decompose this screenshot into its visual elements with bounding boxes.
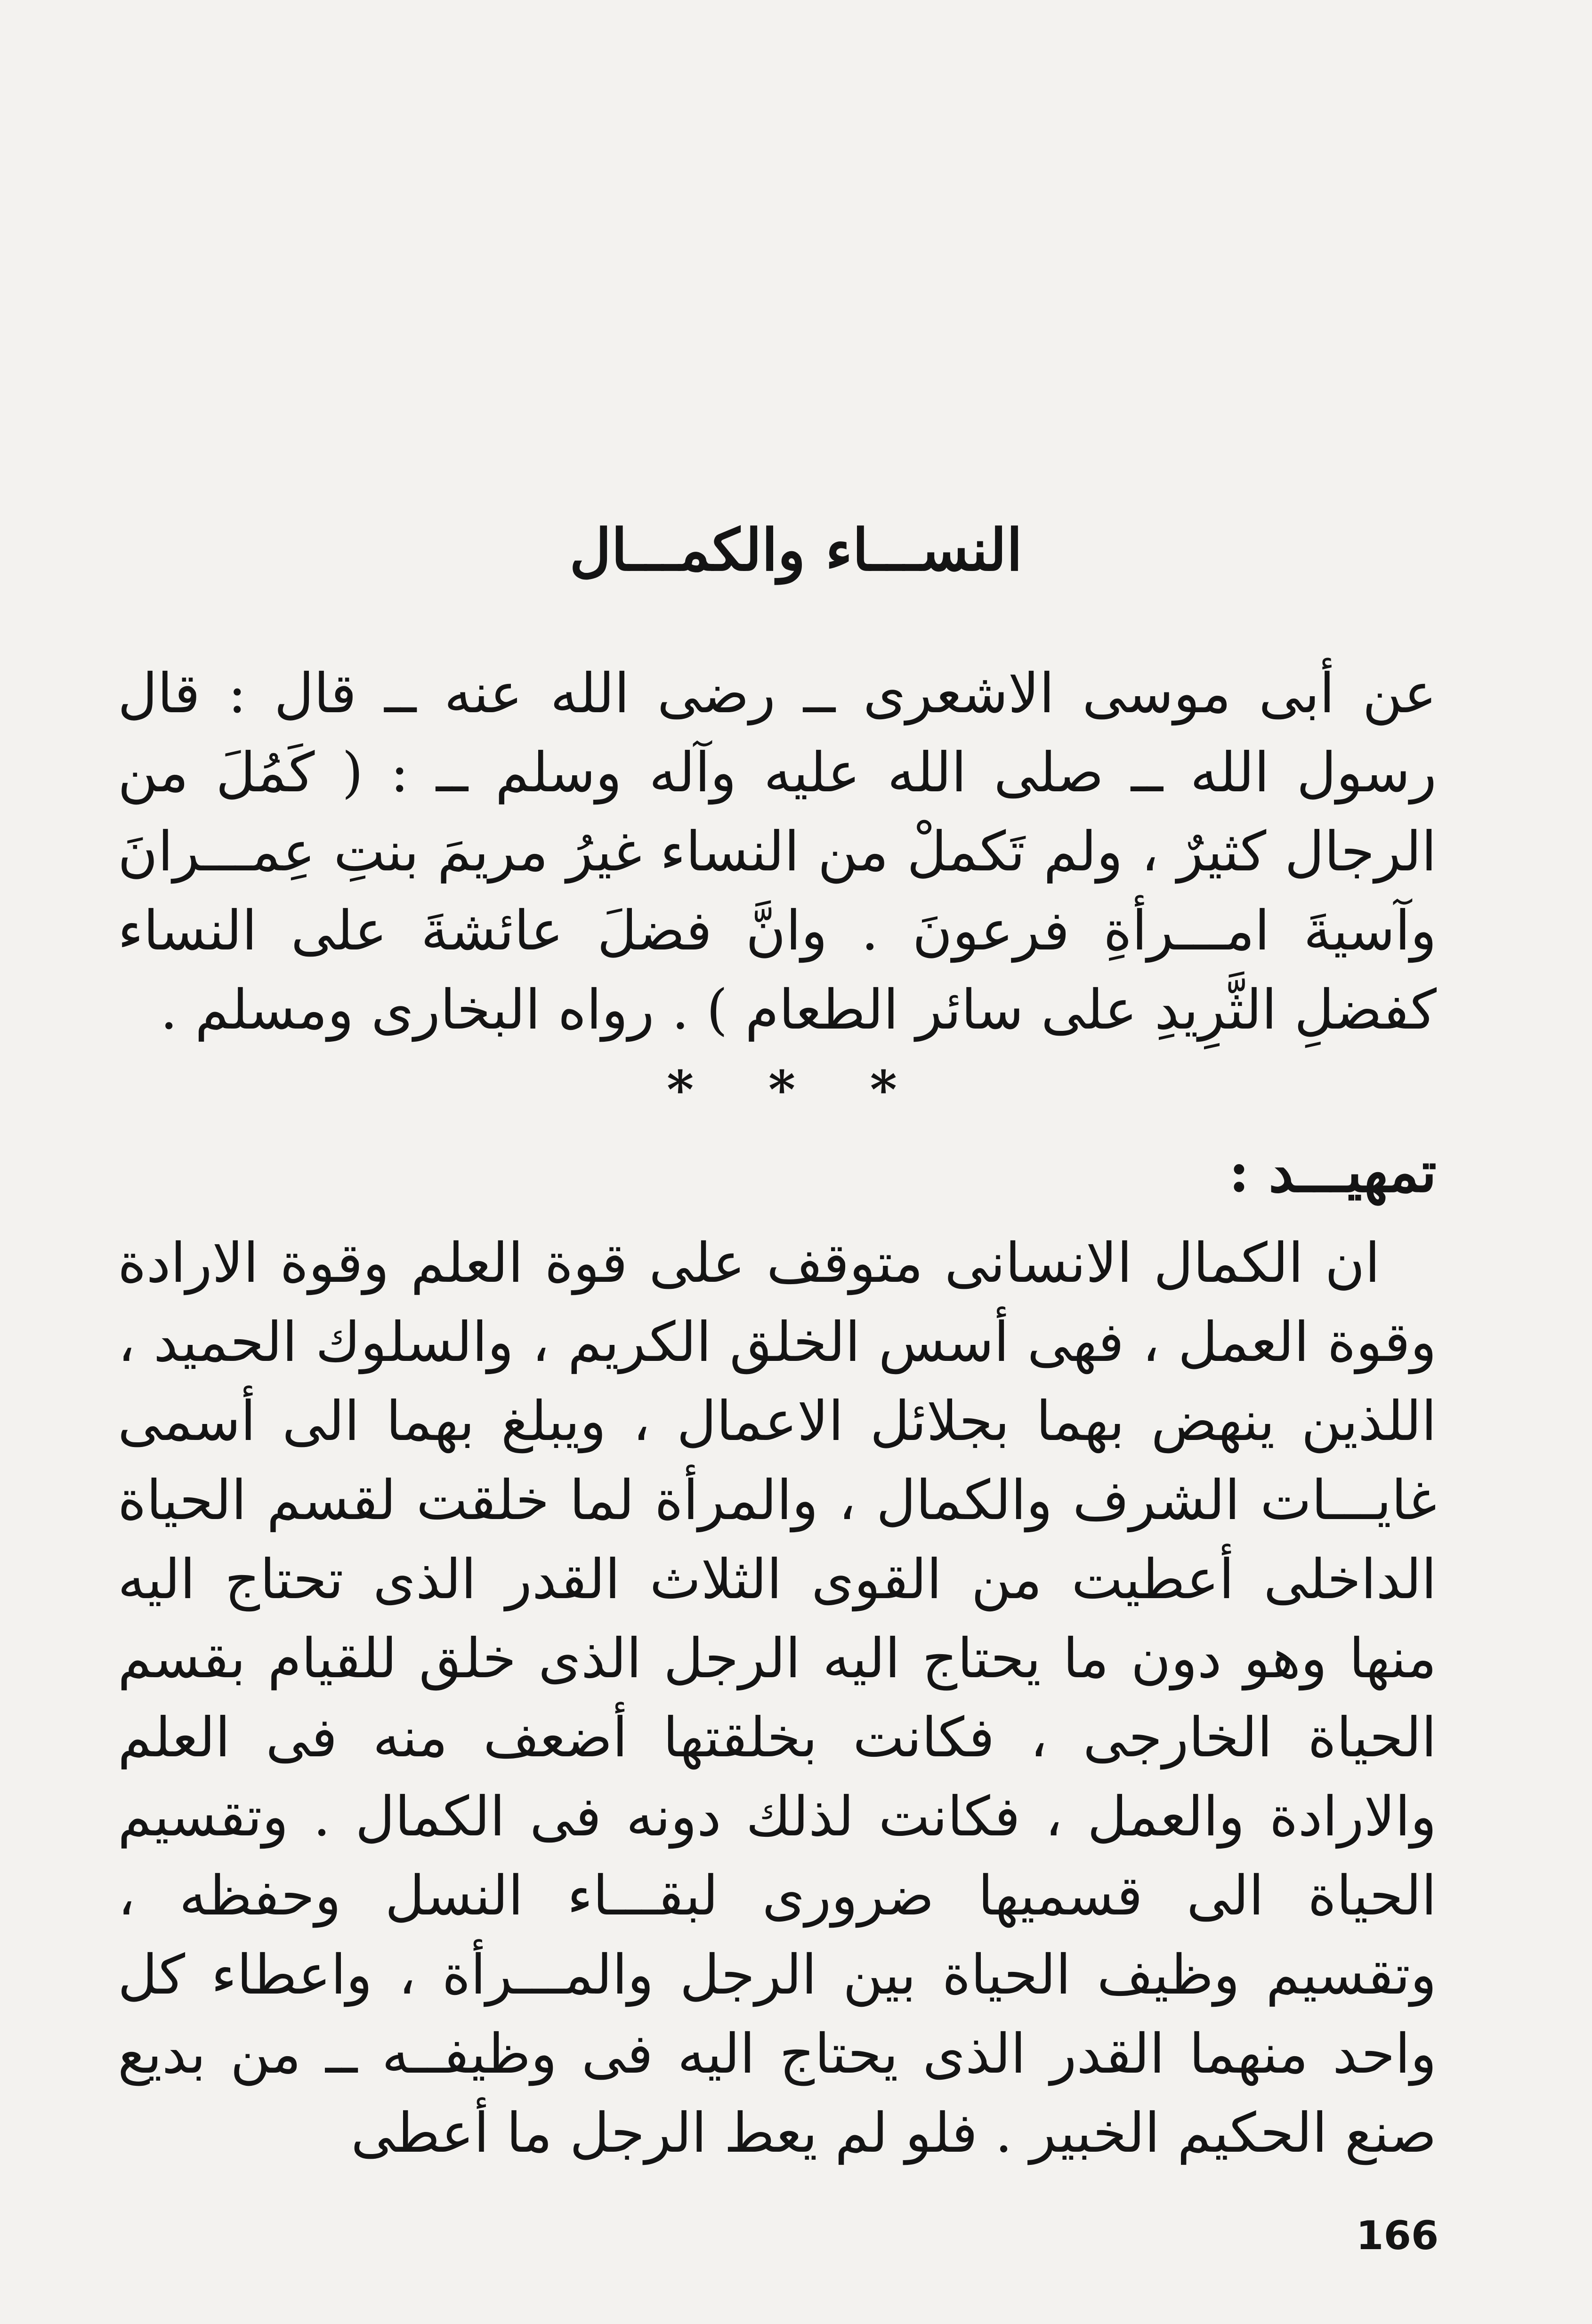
hadith-block (118, 654, 1437, 1050)
page-number: 166 (1356, 2212, 1439, 2259)
body-paragraph: ان الكمال الانسانى متوقف على قوة العلم وقوة الارادة وقوة العمل ، فهى أسس الخلق الكريم ، والسلوك الحميد ، اللذين ينهض بهما بجلائل الاعمال ، ويبلغ بهما الى أسمى غايـــات الشرف والكمال ، والمرأة لما خلقت لقسم الحياة الداخلى أعطيت من القوى الثلاث القدر الذى تحتاج اليه منها وهو دون ما يحتاج اليه الرجل الذى خلق للقيام بقسم الحياة الخارجى ، فكانت بخلقتها أضعف منه فى العلم والارادة والعمل ، فكانت لذلك دونه فى الكمال . وتقسيم الحياة الى قسميها ضرورى لبقـــاء النسل وحفظه ، وتقسيم وظيف الحياة بين الرجل والمـــرأة ، واعطاء كل واحد منهما القدر الذى يحتاج اليه فى وظيفــه ــ من بديع صنع الحكيم الخبير . فلو لم يعط الرجل ما أعطى (118, 1231, 1437, 2165)
section-heading: تمهيـــد : (1228, 1139, 1437, 1205)
chapter-title: النســـاء والكمـــال (569, 516, 1023, 584)
body-block (118, 1224, 1437, 2173)
section-separator: * * * (666, 1059, 926, 1120)
hadith-text: عن أبى موسى الاشعرى ــ رضى الله عنه ــ قال : قال رسول الله ــ صلى الله عليه وآله وسلم ــ : ( كَمُلَ من الرجال كثيرٌ ، ولم تَكملْ من النساء غيرُ مريمَ بنتِ عِمـــرانَ وآسيةَ امـــرأةِ فرعونَ . وانَّ فضلَ عائشةَ على النساء كفضلِ الثَّرِيدِ على سائر الطعام ) . رواه البخارى ومسلم . (118, 662, 1437, 1042)
